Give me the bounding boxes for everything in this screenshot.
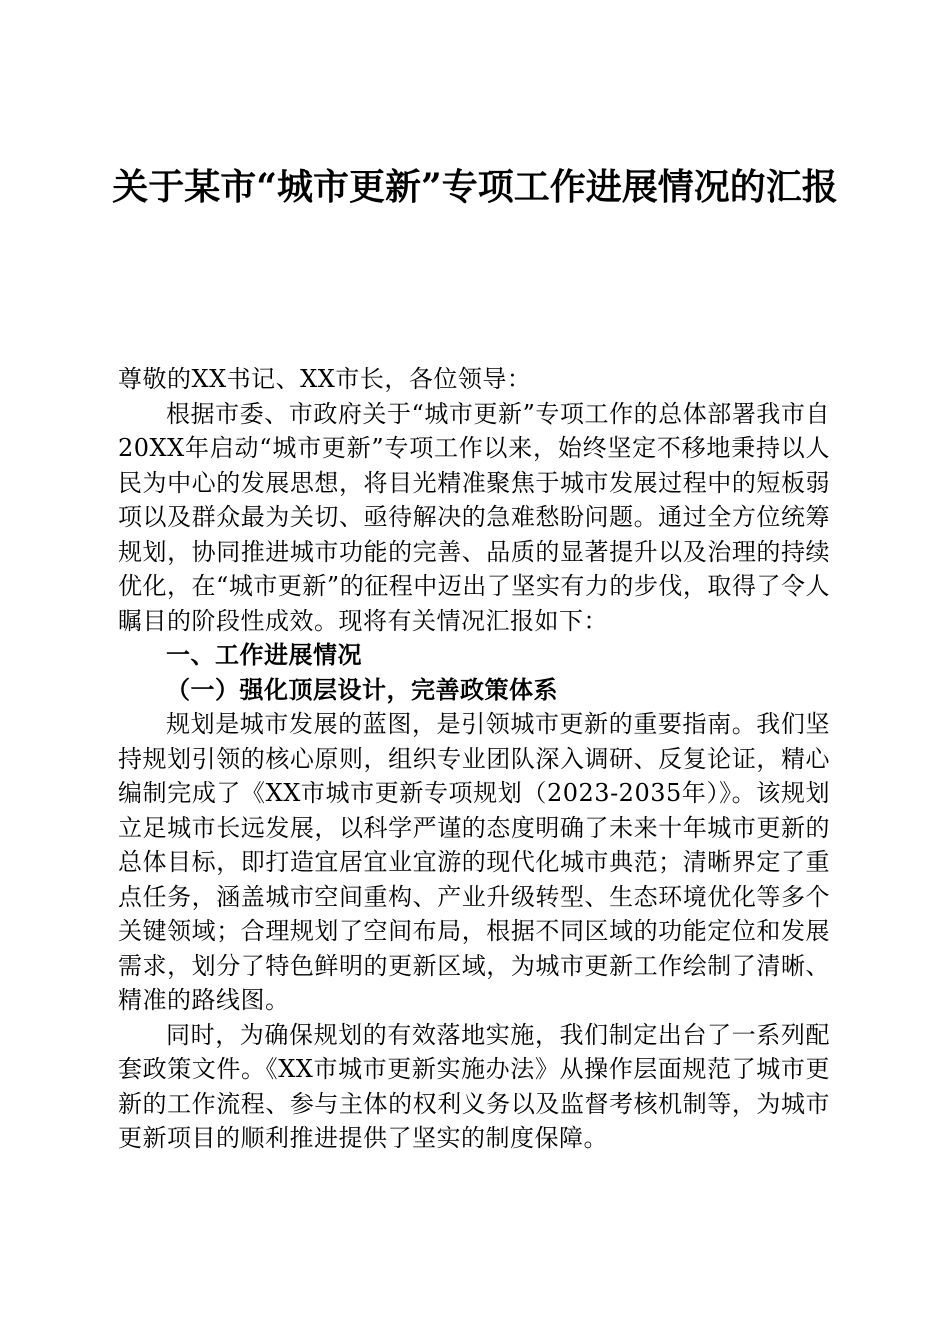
salutation: 尊敬的XX书记、XX市长，各位领导：: [118, 365, 532, 393]
body-paragraph: 规划是城市发展的蓝图，是引领城市更新的重要指南。我们坚持规划引领的核心原则，组织专业团队深入调研、反复论证，精心编制完成了《XX市城市更新专项规划（2023-2035年）》。该规划立足城市长远发展，以科学严谨的态度明确了未来十年城市更新的总体目标，即打造宜居宜业宜游的现代化城市典范；清晰界定了重点任务，涵盖城市空间重构、产业升级转型、生态环境优化等多个关键领域；合理规划了空间布局，根据不同区域的功能定位和发展需求，划分了特色鲜明的更新区域，为城市更新工作绘制了清晰、精准的路线图。: [118, 710, 830, 1014]
body-paragraph: 同时，为确保规划的有效落地实施，我们制定出台了一系列配套政策文件。《XX市城市更新实施办法》从操作层面规范了城市更新的工作流程、参与主体的权利义务以及监督考核机制等，为城市更新项目的顺利推进提供了坚实的制度保障。: [118, 1020, 830, 1152]
section-heading: 一、工作进展情况: [166, 641, 362, 669]
intro-paragraph: 根据市委、市政府关于“城市更新”专项工作的总体部署我市自20XX年启动“城市更新”专项工作以来，始终坚定不移地秉持以人民为中心的发展思想，将目光精准聚焦于城市发展过程中的短板弱项以及群众最为关切、亟待解决的急难愁盼问题。通过全方位统筹规划，协同推进城市功能的完善、品质的显著提升以及治理的持续优化，在“城市更新”的征程中迈出了坚实有力的步伐，取得了令人瞩目的阶段性成效。现将有关情况汇报如下：: [118, 399, 830, 635]
subsection-heading: （一）强化顶层设计，完善政策体系: [166, 674, 558, 704]
document-body: [118, 362, 830, 1156]
document-title: 关于某市“城市更新”专项工作进展情况的汇报: [112, 166, 838, 208]
